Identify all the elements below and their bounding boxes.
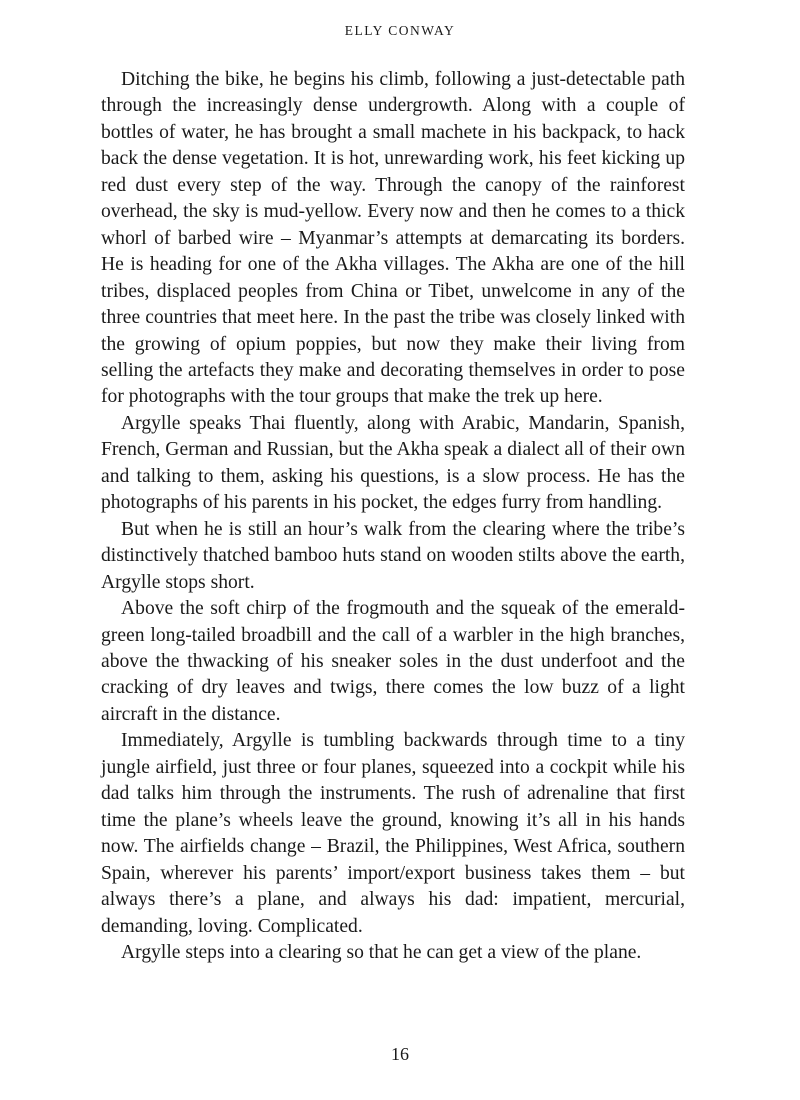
paragraph: Above the soft chirp of the frogmouth and the squeak of the emerald-green long-tailed broadbill and the call of a warbler in the high branches, above the thwacking of his sneaker soles in the dust underfoot and the cracking of dry leaves and twigs, there comes the low buzz of a light aircraft in the distance. bbox=[101, 598, 685, 725]
paragraph: Ditching the bike, he begins his climb, following a just-detectable path through the increasingly dense undergrowth. Along with a couple of bottles of water, he has brought a small machete in his backpack, to hack back the dense vegetation. It is hot, unrewarding work, his feet kicking up red dust every step of the way. Through the canopy of the rainforest overhead, the sky is mud-yellow. Every now and then he comes to a thick whorl of barbed wire – Myanmar’s attempts at demarcating its borders. He is heading for one of the Akha villages. The Akha are one of the hill tribes, displaced peoples from China or Tibet, unwelcome in any of the three countries that meet here. In the past the tribe was closely linked with the growing of opium poppies, but now they make their living from selling the artefacts they make and decorating themselves in order to pose for photographs with the tour groups that make the trek up here. bbox=[101, 69, 685, 408]
page-number: 16 bbox=[391, 1044, 409, 1064]
paragraph: Immediately, Argylle is tumbling backwards through time to a tiny jungle airfield, just three or four planes, squeezed into a cockpit while his dad talks him through the instruments. The rush of adrenaline that first time the plane’s wheels leave the ground, knowing it’s all in his hands now. The airfields change – Brazil, the Philippines, West Africa, southern Spain, wherever his parents’ import/export business takes them – but always there’s a plane, and always his dad: impatient, mercurial, demanding, loving. Complicated. bbox=[101, 730, 685, 937]
paragraph: Argylle speaks Thai fluently, along with Arabic, Mandarin, Spanish, French, German and Russian, but the Akha speak a dialect all of their own and talking to them, asking his questions, is a slow process. He has the photographs of his parents in his pocket, the edges furry from handling. bbox=[101, 412, 685, 514]
paragraph: Argylle steps into a clearing so that he can get a view of the plane. bbox=[121, 941, 642, 963]
body-text bbox=[101, 67, 685, 966]
paragraph: But when he is still an hour’s walk from the clearing where the tribe’s distinctively thatched bamboo huts stand on wooden stilts above the earth, Argylle stops short. bbox=[101, 518, 685, 593]
running-head: ELLY CONWAY bbox=[344, 23, 456, 38]
